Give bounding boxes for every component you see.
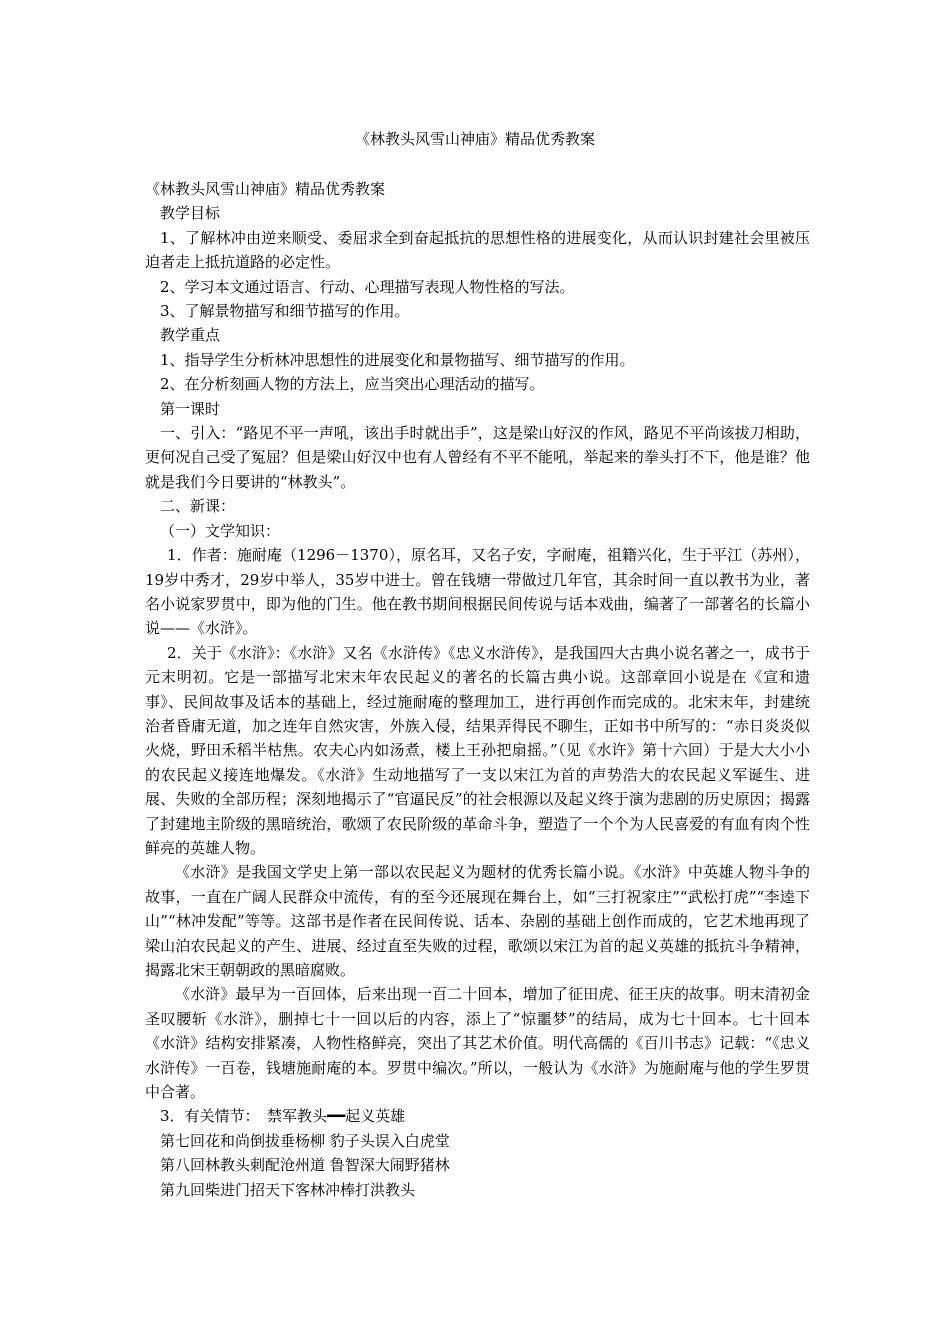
about-shuihu-paragraph: 2．关于《水浒》：《水浒》又名《水浒传》《忠义水浒传》，是我国四大古典小说名著之一，成书于元末明初。它是一部描写北宋末年农民起义的著名的长篇古典小说。这部章回小说是在《宣和遗事》、民间故事及话本的基础上，经过施耐庵的整理加工，进行再创作而完成的。北宋末年，封建统治者昏庸无道，加之连年自然灾害，外族入侵，结果弄得民不聊生，正如书中所写的：“赤日炎炎似火烧，野田禾稻半枯焦。农夫心内如汤煮，楼上王孙把扇摇。”（见《水许》第十六回）于是大大小小的农民起义接连地爆发。《水浒》生动地描写了一支以宋江为首的声势浩大的农民起义军诞生、进展、失败的全部历程；深刻地揭示了“官逼民反”的社会根源以及起义终于演为悲剧的历史原因；揭露了封建地主阶级的黑暗统治，歌颂了农民阶级的革命斗争，塑造了一个个为人民喜爱的有血有肉个性鲜亮的英雄人物。 <box>145 643 810 857</box>
document-body <box>145 177 810 1202</box>
key-point-item-2: 2、在分析刻画人物的方法上，应当突出心理活动的描写。 <box>160 375 545 394</box>
intro-paragraph: 一、引入：“路见不平一声吼，该出手时就出手”，这是梁山好汉的作风，路见不平尚该拔刀相助，更何况自己受了冤屈？但是梁山好汉中也有人曾经有不平不能吼，举起来的拳头打不下，他是谁？他就是我们今日要讲的“林教头”。 <box>145 424 810 491</box>
body-heading: 《林教头风雪山神庙》精品优秀教案 <box>145 180 386 198</box>
section-heading-first-lesson: 第一课时 <box>160 399 221 418</box>
author-paragraph: 1．作者：施耐庵（1296－1370），原名耳，又名子安，字耐庵，祖籍兴化，生于平江（苏州），19岁中秀才，29岁中举人，35岁中进士。曾在钱塘一带做过几年官，其余时间一直以教书为业，著名小说家罗贯中，即为他的门生。他在教书期间根据民间传说与话本戏曲，编著了一部著名的长篇小说——《水浒》。 <box>145 546 810 638</box>
document-title: 《林教头风雪山神庙》精品优秀教案 <box>354 130 595 148</box>
section-heading-key-points: 教学重点 <box>160 326 221 345</box>
section-heading-objectives: 教学目标 <box>160 204 221 223</box>
objective-item-1: 1、了解林冲由逆来顺受、委屈求全到奋起抵抗的思想性格的进展变化，从而认识封建社会里被压迫者走上抵抗道路的必定性。 <box>145 228 810 272</box>
shuihu-editions-paragraph: 《水浒》最早为一百回体，后来出现一百二十回本，增加了征田虎、征王庆的故事。明末清初金圣叹腰斩《水浒》，删掉七十一回以后的内容，添上了“惊噩梦”的结局，成为七十回本。七十回本《水浒》结构安排紧凑，人物性格鲜亮，突出了其艺术价值。明代高儒的《百川书志》记载：“《忠义水浒传》一百卷，钱塘施耐庵的本。罗贯中编次。”所以，一般认为《水浒》为施耐庵与他的学生罗贯中合著。 <box>145 985 810 1102</box>
shuihu-literary-history-paragraph: 《水浒》是我国文学史上第一部以农民起义为题材的优秀长篇小说。《水浒》中英雄人物斗争的故事，一直在广阔人民群众中流传，有的至今还展现在舞台上，如“三打祝家庄”“武松打虎”“李逵下山”“林冲发配”等等。这部书是作者在民间传说、话本、杂剧的基础上创作而成的，它艺术地再现了梁山泊农民起义的产生、进展、经过直至失败的过程，歌颂以宋江为首的起义英雄的抵抗斗争精神，揭露北宋王朝朝政的黑暗腐败。 <box>145 863 810 979</box>
key-point-item-1: 1、指导学生分析林冲思想性的进展变化和景物描写、细节描写的作用。 <box>160 350 635 369</box>
subsection-heading-literary-knowledge: （一）文学知识： <box>160 521 281 540</box>
chapter-7-line: 第七回花和尚倒拔垂杨柳 豹子头误入白虎堂 <box>160 1131 450 1150</box>
chapter-9-line: 第九回柴进门招天下客林冲棒打洪教头 <box>160 1180 416 1199</box>
chapter-8-line: 第八回林教头刺配沧州道 鲁智深大闹野猪林 <box>160 1156 450 1175</box>
related-plot-heading: 3．有关情节： 禁军教头━━起义英雄 <box>160 1107 406 1126</box>
objective-item-2: 2、学习本文通过语言、行动、心理描写表现人物性格的写法。 <box>160 277 575 296</box>
section-heading-new-lesson: 二、新课： <box>160 497 236 516</box>
objective-item-3: 3、了解景物描写和细节描写的作用。 <box>160 302 410 321</box>
